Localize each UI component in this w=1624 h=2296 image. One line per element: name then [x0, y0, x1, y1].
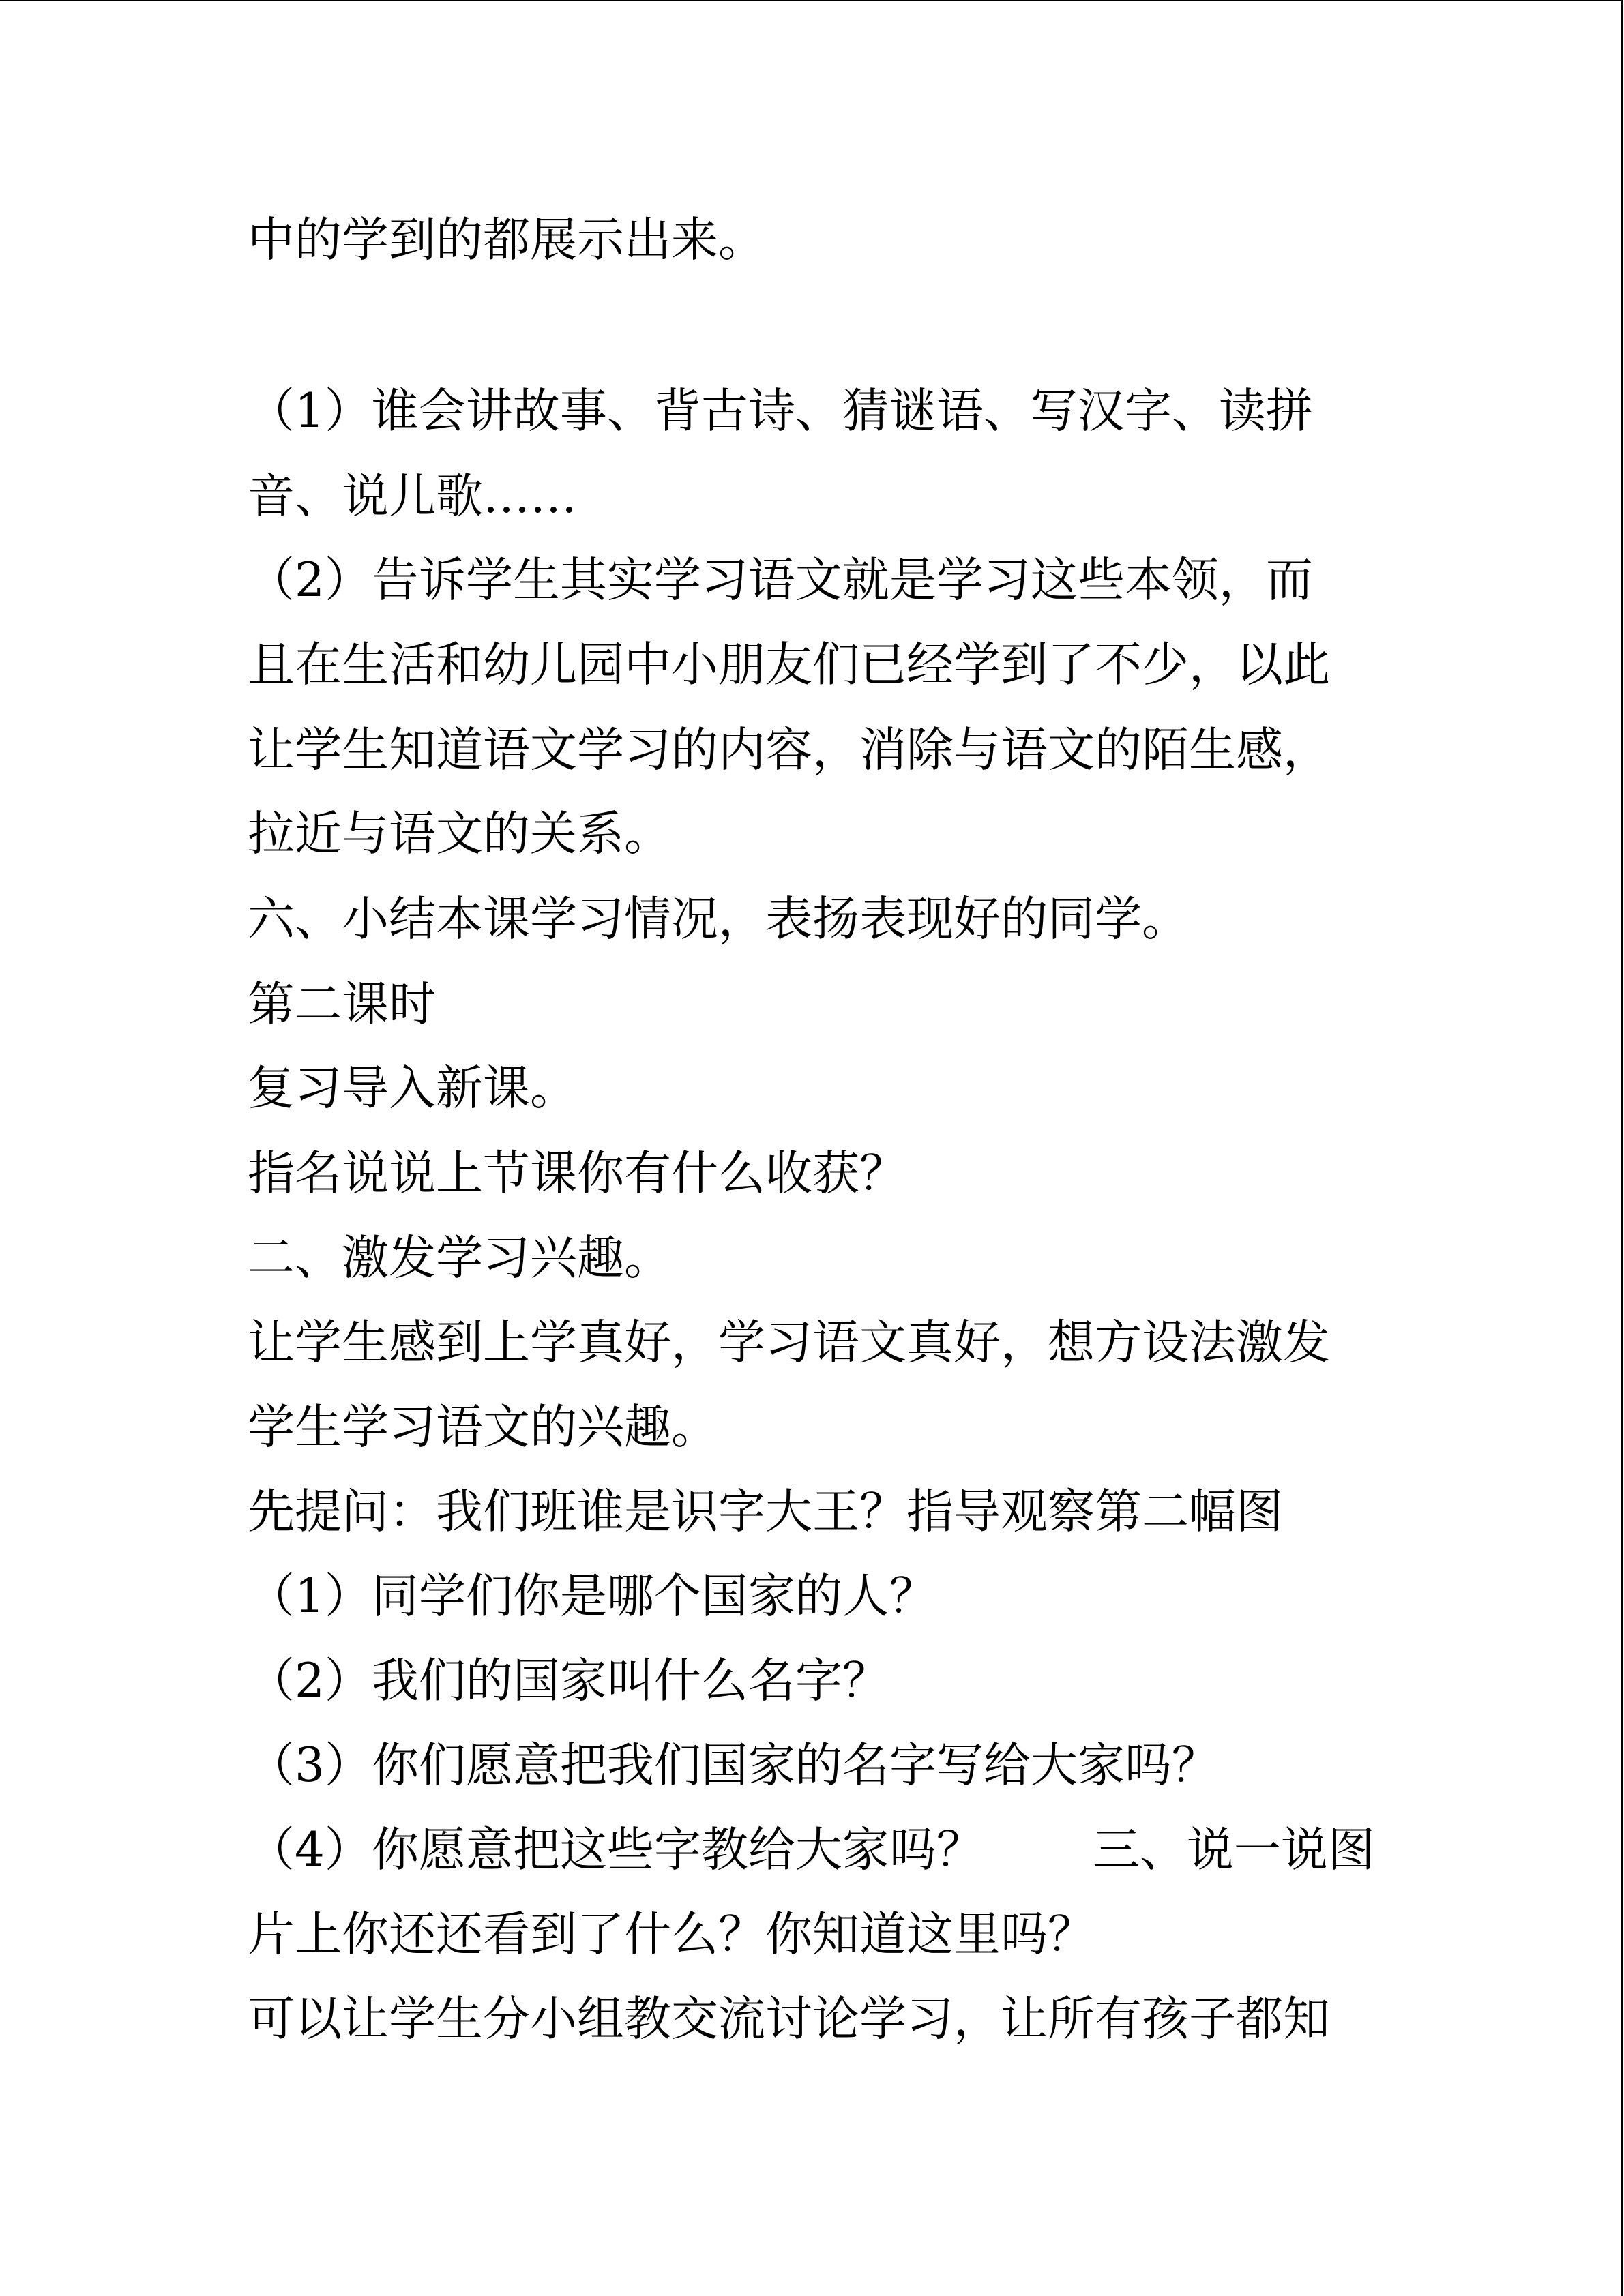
text-line: （1）同学们你是哪个国家的人？: [248, 1569, 936, 1624]
text-line: 六、小结本课学习情况，表扬表现好的同学。: [248, 892, 1189, 946]
text-line: 学生学习语文的兴趣。: [248, 1400, 718, 1455]
text-line: 指名说说上节课你有什么收获？: [248, 1146, 906, 1201]
text-line: 音、说儿歌……: [248, 469, 577, 524]
text-line: 让学生感到上学真好，学习语文真好，想方设法激发: [248, 1315, 1330, 1370]
text-line: 复习导入新课。: [248, 1061, 577, 1116]
text-line: （4）你愿意把这些字教给大家吗？ 三、说一说图: [248, 1823, 1375, 1877]
text-line: 中的学到的都展示出来。: [248, 213, 765, 267]
text-line: 二、激发学习兴趣。: [248, 1231, 671, 1285]
text-line: 可以让学生分小组教交流讨论学习，让所有孩子都知: [248, 1992, 1330, 2046]
text-line: 片上你还还看到了什么？你知道这里吗？: [248, 1907, 1095, 1962]
text-line: 第二课时: [248, 977, 436, 1032]
text-line: 让学生知道语文学习的内容，消除与语文的陌生感，: [248, 723, 1330, 777]
text-line: （1）谁会讲故事、背古诗、猜谜语、写汉字、读拼: [248, 384, 1313, 438]
text-line: 且在生活和幼儿园中小朋友们已经学到了不少，以此: [248, 638, 1330, 692]
text-line: 先提问：我们班谁是识字大王？指导观察第二幅图: [248, 1485, 1283, 1539]
text-line: 拉近与语文的关系。: [248, 807, 671, 861]
text-line: （3）你们愿意把我们国家的名字写给大家吗？: [248, 1738, 1219, 1793]
text-line: （2）告诉学生其实学习语文就是学习这些本领，而: [248, 553, 1313, 608]
text-line: （2）我们的国家叫什么名字？: [248, 1654, 889, 1708]
